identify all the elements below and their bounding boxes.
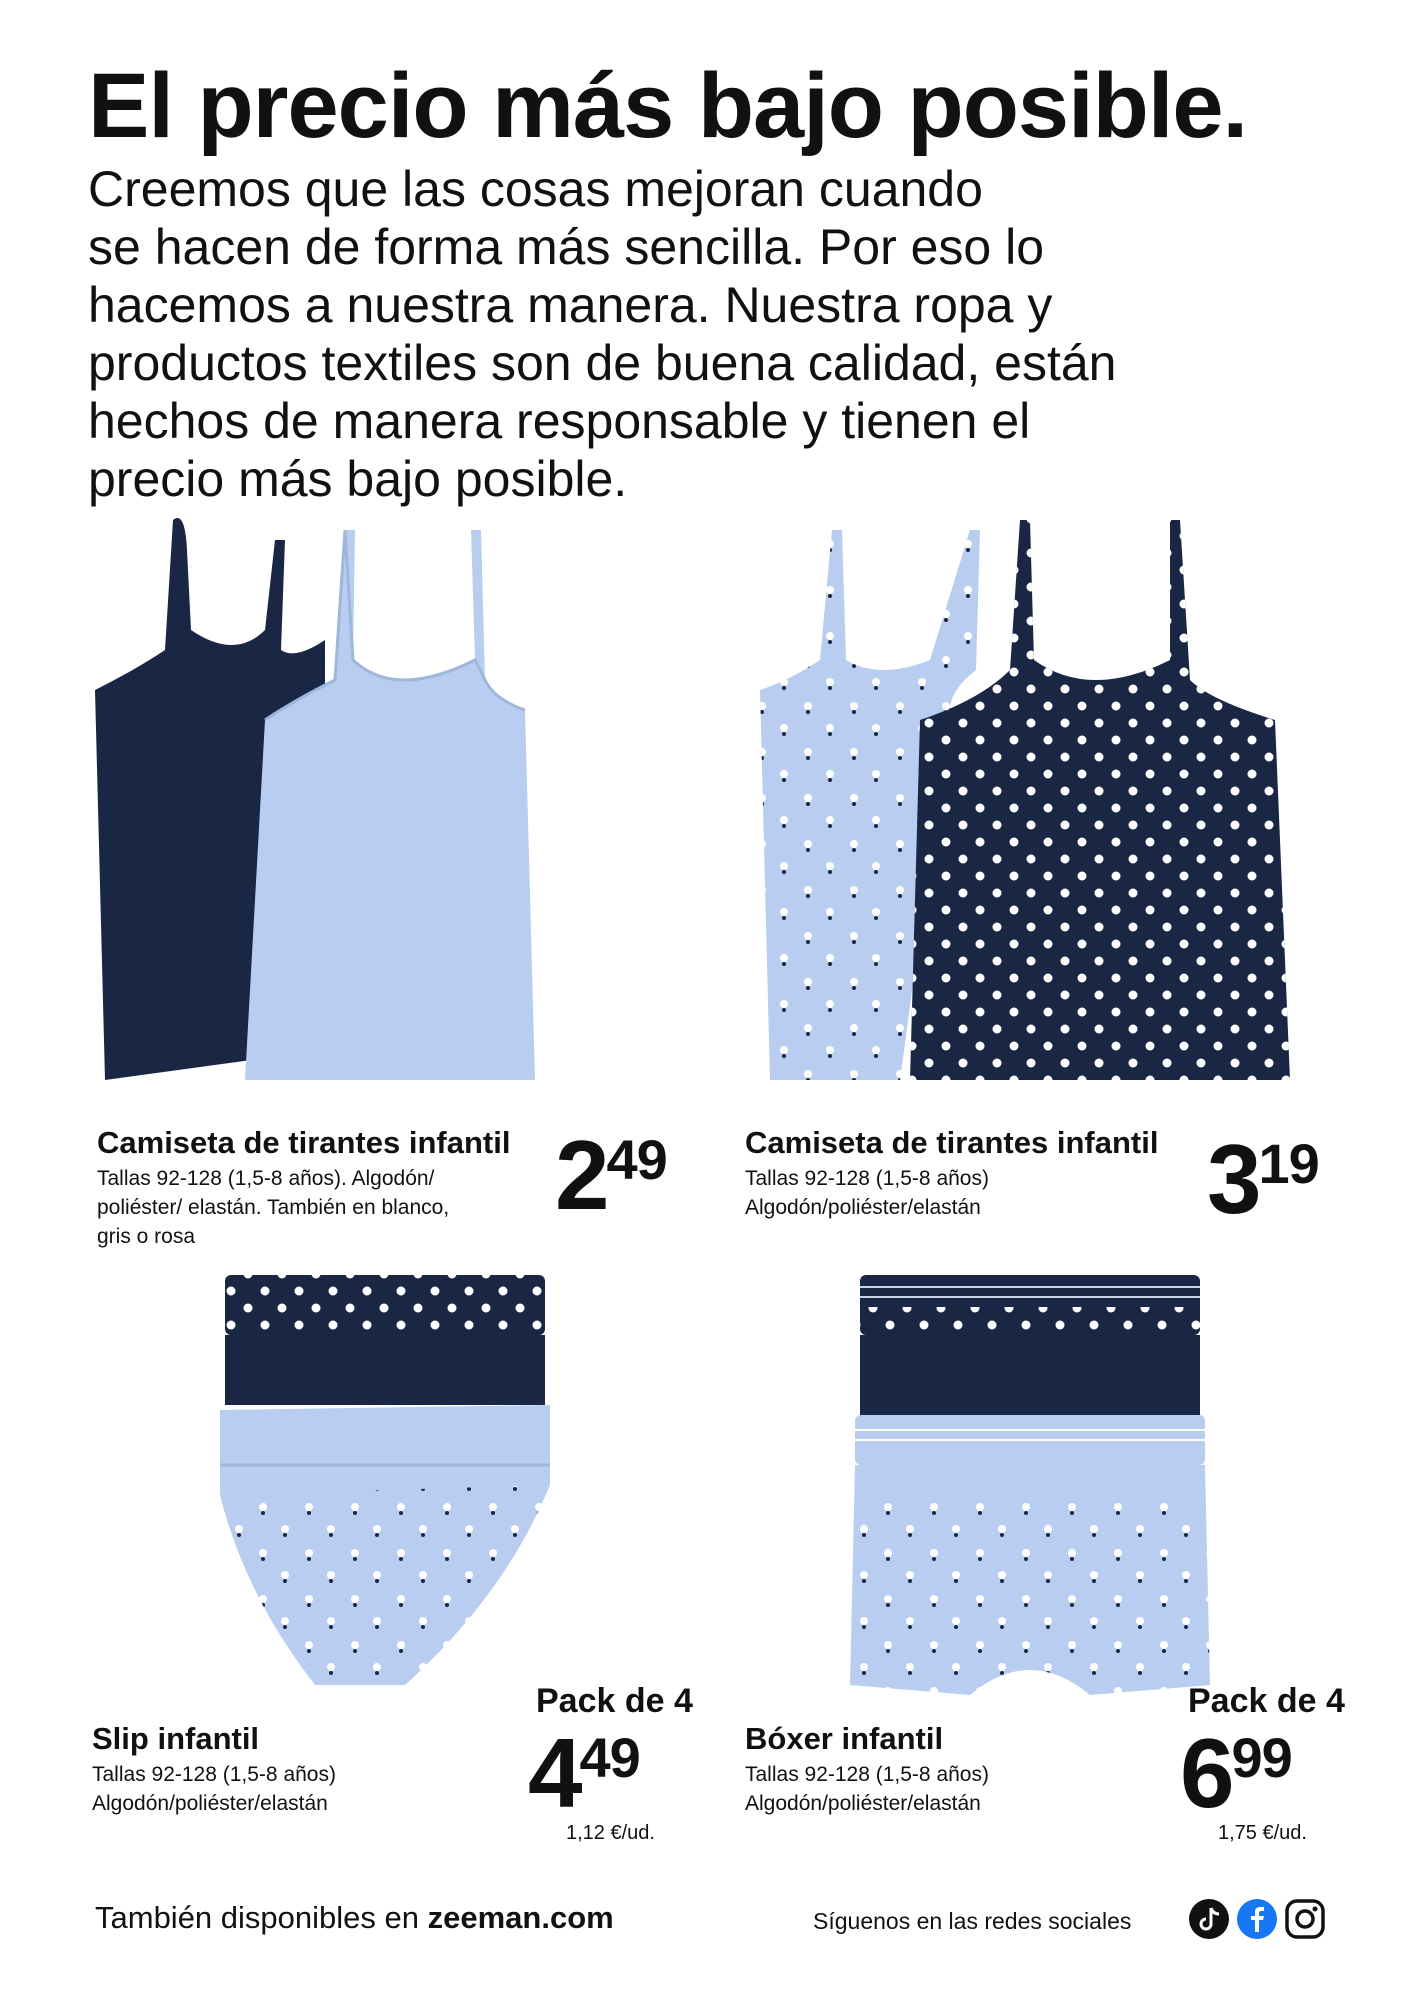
follow-text: Síguenos en las redes sociales (813, 1908, 1132, 1934)
tiktok-icon[interactable] (1188, 1898, 1230, 1940)
intro-line: precio más bajo posible. (88, 451, 628, 507)
product-title: Slip infantil (92, 1721, 260, 1756)
intro-line: Creemos que las cosas mejoran cuando (88, 161, 983, 217)
desc-line: poliéster/ elastán. También en blanco, (97, 1196, 450, 1220)
price-euros: 4 (528, 1718, 580, 1828)
product-description (745, 1164, 1215, 1222)
price-cents: 49 (579, 1726, 640, 1789)
product-title: Camiseta de tirantes infantil (745, 1125, 1159, 1160)
tank-top-pattern-image (750, 510, 1300, 1110)
footer-availability (95, 1900, 614, 1936)
price-cents: 99 (1231, 1726, 1292, 1789)
desc-line: Tallas 92-128 (1,5-8 años) (92, 1763, 336, 1787)
price-tag (1180, 1718, 1292, 1828)
desc-line: Tallas 92-128 (1,5-8 años). Algodón/ (97, 1167, 435, 1191)
intro-line: se hacen de forma más sencilla. Por eso lo (88, 219, 1045, 275)
product-info (745, 1722, 1205, 1818)
price-tag (555, 1120, 667, 1230)
product-title: Bóxer infantil (745, 1721, 944, 1756)
intro-line: productos textiles son de buena calidad, están (88, 335, 1117, 391)
briefs-image (205, 1265, 565, 1715)
social-icons (1188, 1898, 1326, 1940)
page-title: El precio más bajo posible. (88, 55, 1248, 157)
boxers-image (830, 1265, 1230, 1715)
product-title: Camiseta de tirantes infantil (97, 1125, 511, 1160)
price-cents: 49 (606, 1128, 667, 1191)
website-link[interactable]: zeeman.com (427, 1900, 614, 1935)
pack-label: Pack de 4 (536, 1682, 693, 1720)
price-tag (528, 1718, 640, 1828)
product-description (92, 1760, 552, 1818)
product-info (92, 1722, 552, 1818)
intro-line: hechos de manera responsable y tienen el (88, 393, 1031, 449)
product-info (745, 1126, 1215, 1222)
product-info (97, 1126, 567, 1251)
unit-price: 1,12 €/ud. (566, 1822, 655, 1844)
desc-line: Algodón/poliéster/elastán (745, 1196, 981, 1220)
pack-label: Pack de 4 (1188, 1682, 1345, 1720)
intro-line: hacemos a nuestra manera. Nuestra ropa y (88, 277, 1053, 333)
price-cents: 19 (1258, 1132, 1319, 1195)
price-tag (1207, 1124, 1319, 1234)
price-euros: 6 (1180, 1718, 1232, 1828)
tank-top-plain-image (95, 510, 655, 1110)
availability-text: También disponibles en (95, 1900, 419, 1935)
desc-line: Algodón/poliéster/elastán (745, 1792, 981, 1816)
desc-line: gris o rosa (97, 1225, 196, 1249)
facebook-icon[interactable] (1236, 1898, 1278, 1940)
unit-price: 1,75 €/ud. (1218, 1822, 1307, 1844)
price-euros: 2 (555, 1120, 607, 1230)
desc-line: Algodón/poliéster/elastán (92, 1792, 328, 1816)
desc-line: Tallas 92-128 (1,5-8 años) (745, 1167, 989, 1191)
desc-line: Tallas 92-128 (1,5-8 años) (745, 1763, 989, 1787)
price-euros: 3 (1207, 1124, 1259, 1234)
product-description (97, 1164, 567, 1251)
intro-text (88, 160, 1328, 508)
instagram-icon[interactable] (1284, 1898, 1326, 1940)
product-description (745, 1760, 1205, 1818)
